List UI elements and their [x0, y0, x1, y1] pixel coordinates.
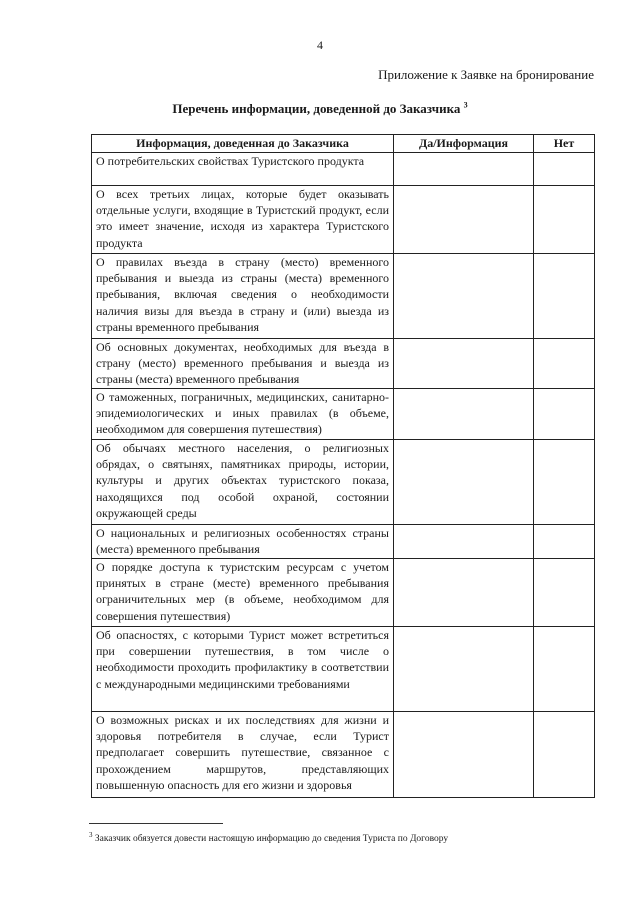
info-cell: О порядке доступа к туристским ресурсам с учетом принятых в стране (месте) временного пребывания ограничительных мер (в объеме, необходимом для совершения путешествия) [92, 559, 394, 627]
no-cell[interactable] [534, 186, 595, 254]
no-cell[interactable] [534, 339, 595, 389]
header-yes-info: Да/Информация [394, 135, 534, 153]
table-row [92, 712, 595, 798]
info-cell: О потребительских свойствах Туристского продукта [92, 153, 394, 186]
table-row [92, 440, 595, 525]
table-row [92, 559, 595, 627]
document-title-text: Перечень информации, доведенной до Заказчика [172, 101, 461, 116]
yes-info-cell[interactable] [394, 254, 534, 339]
yes-info-cell[interactable] [394, 339, 534, 389]
document-title [0, 101, 640, 117]
yes-info-cell[interactable] [394, 186, 534, 254]
table-row [92, 254, 595, 339]
yes-info-cell[interactable] [394, 389, 534, 440]
table-row [92, 186, 595, 254]
yes-info-cell[interactable] [394, 627, 534, 712]
info-cell: Об основных документах, необходимых для въезда в страну (место) временного пребывания и выезда из страны (места) временного пребывания [92, 339, 394, 389]
table-row [92, 339, 595, 389]
table-header-row [92, 135, 595, 153]
yes-info-cell[interactable] [394, 712, 534, 798]
header-information: Информация, доведенная до Заказчика [92, 135, 394, 153]
no-cell[interactable] [534, 525, 595, 559]
footnote-text: Заказчик обязуется довести настоящую информацию до сведения Туриста по Договору [94, 834, 449, 845]
page-number: 4 [317, 38, 323, 52]
info-cell: О возможных рисках и их последствиях для жизни и здоровья потребителя в случае, если Турист предполагает совершить путешествие, связанное с прохождением маршрутов, представляющих повышенную опасность для его жизни и здоровья [92, 712, 394, 798]
info-cell: Об обычаях местного населения, о религиозных обрядах, о святынях, памятниках природы, истории, культуры и других объектах туристского показа, находящихся под особой охраной, состоянии окружающей среды [92, 440, 394, 525]
table-row [92, 627, 595, 712]
yes-info-cell[interactable] [394, 525, 534, 559]
no-cell[interactable] [534, 389, 595, 440]
no-cell[interactable] [534, 627, 595, 712]
footnote-marker: 3 [89, 831, 93, 839]
footnote [89, 831, 448, 844]
yes-info-cell[interactable] [394, 559, 534, 627]
no-cell[interactable] [534, 559, 595, 627]
info-cell: О правилах въезда в страну (место) временного пребывания и выезда из страны (места) временного пребывания, включая сведения о необходимости наличия визы для въезда в страну и (или) выезда из страны временного пребывания [92, 254, 394, 339]
yes-info-cell[interactable] [394, 153, 534, 186]
info-cell: О национальных и религиозных особенностях страны (места) временного пребывания [92, 525, 394, 559]
info-cell: О всех третьих лицах, которые будет оказывать отдельные услуги, входящие в Туристский продукт, если это имеет значение, исходя из характера Туристского продукта [92, 186, 394, 254]
no-cell[interactable] [534, 254, 595, 339]
no-cell[interactable] [534, 440, 595, 525]
information-table [91, 134, 595, 798]
title-footnote-ref: 3 [463, 100, 468, 110]
no-cell[interactable] [534, 712, 595, 798]
no-cell[interactable] [534, 153, 595, 186]
info-cell: Об опасностях, с которыми Турист может встретиться при совершении путешествия, в том числе о необходимости проходить профилактику в соответствии с международными медицинскими требованиями [92, 627, 394, 712]
table-row [92, 525, 595, 559]
table-row [92, 389, 595, 440]
yes-info-cell[interactable] [394, 440, 534, 525]
appendix-label: Приложение к Заявке на бронирование [378, 67, 594, 82]
header-no: Нет [534, 135, 595, 153]
footnote-divider [89, 823, 223, 824]
table-row [92, 153, 595, 186]
info-cell: О таможенных, пограничных, медицинских, санитарно-эпидемиологических и иных правилах (в объеме, необходимом для совершения путешествия) [92, 389, 394, 440]
